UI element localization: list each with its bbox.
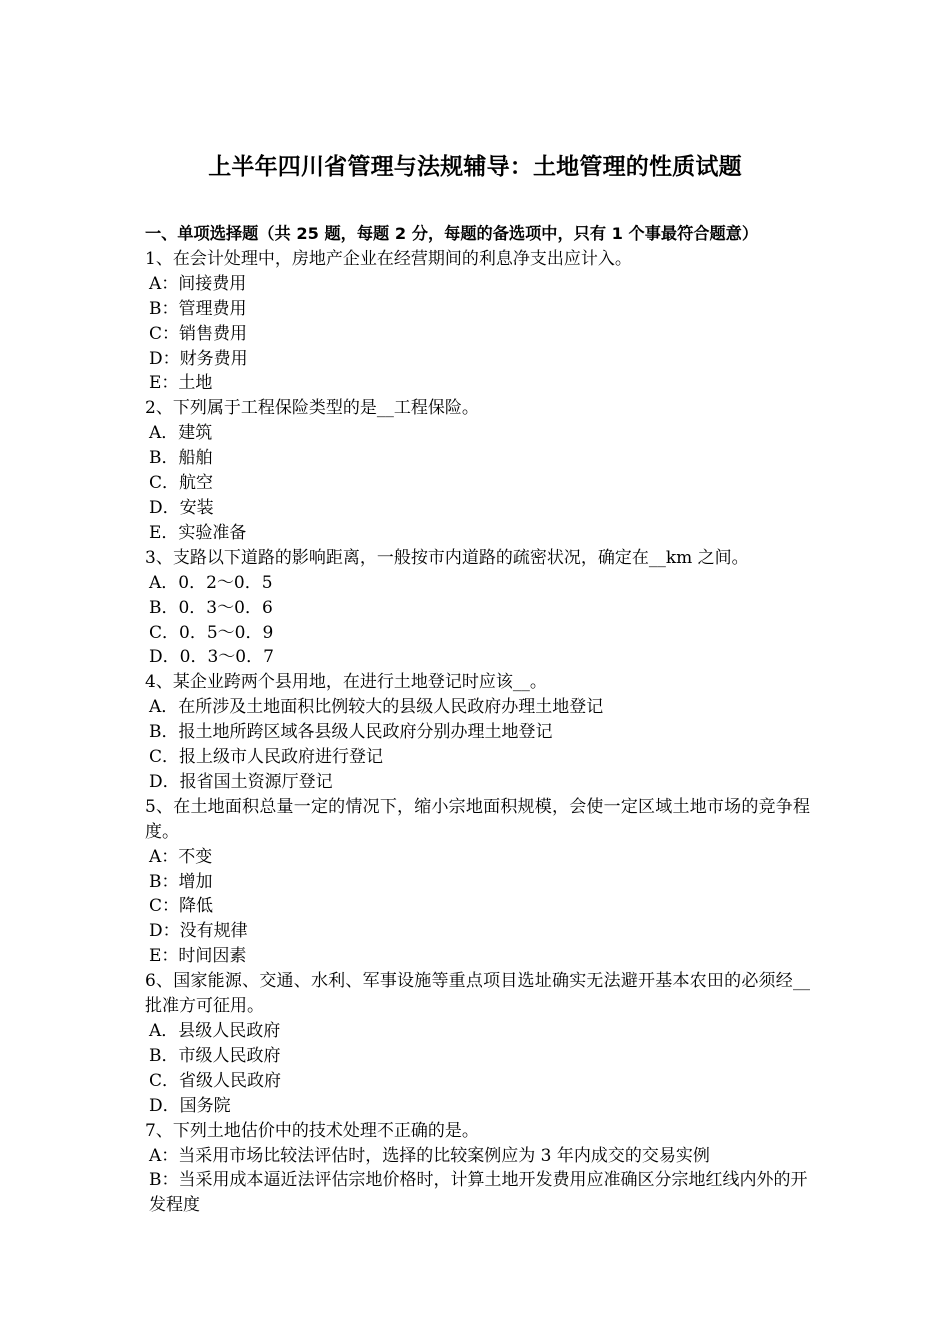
option-c: C．0．5～0．9	[149, 622, 274, 643]
option-d: D．0．3～0．7	[149, 647, 274, 668]
option-b: B：增加	[149, 871, 213, 892]
question-stem: 7、下列土地估价中的技术处理不正确的是。	[145, 1120, 479, 1141]
option-a: A．在所涉及土地面积比例较大的县级人民政府办理土地登记	[149, 697, 604, 718]
question-2	[145, 396, 810, 545]
option-b: B：当采用成本逼近法评估宗地价格时，计算土地开发费用应准确区分宗地红线内外的开发程度	[149, 1170, 808, 1216]
question-stem: 4、某企业跨两个县用地，在进行土地登记时应该__。	[145, 672, 547, 693]
question-stem: 5、在土地面积总量一定的情况下，缩小宗地面积规模，会使一定区域土地市场的竞争程度。	[145, 796, 810, 842]
option-c: C．省级人民政府	[149, 1070, 282, 1091]
option-e: E．实验准备	[149, 522, 247, 543]
question-stem: 3、支路以下道路的影响距离，一般按市内道路的疏密状况，确定在__km 之间。	[145, 547, 749, 568]
option-b: B：管理费用	[149, 298, 247, 319]
option-c: C：销售费用	[149, 323, 248, 344]
option-c: C．航空	[149, 473, 214, 494]
document-body	[145, 222, 810, 1218]
option-b: B．市级人民政府	[149, 1045, 281, 1066]
option-c: C．报上级市人民政府进行登记	[149, 747, 384, 768]
option-d: D．安装	[149, 497, 214, 518]
option-d: D：没有规律	[149, 921, 248, 942]
option-a: A．建筑	[149, 423, 213, 444]
section-heading: 一、单项选择题（共 25 题，每题 2 分，每题的备选项中，只有 1 个事最符合题意）	[145, 224, 759, 243]
option-b: B．船舶	[149, 448, 213, 469]
option-d: D．报省国土资源厅登记	[149, 771, 333, 792]
question-stem: 1、在会计处理中，房地产企业在经营期间的利息净支出应计入。	[145, 248, 632, 269]
question-stem: 6、国家能源、交通、水利、军事设施等重点项目选址确实无法避开基本农田的必须经__批准方可征用。	[145, 971, 810, 1017]
option-a: A：当采用市场比较法评估时，选择的比较案例应为 3 年内成交的交易实例	[149, 1145, 710, 1166]
question-3	[145, 546, 810, 671]
option-e: E：时间因素	[149, 946, 247, 967]
option-a: A．0．2～0．5	[149, 572, 273, 593]
question-4	[145, 670, 810, 795]
question-1	[145, 247, 810, 396]
option-c: C：降低	[149, 896, 214, 917]
option-b: B．0．3～0．6	[149, 597, 273, 618]
option-a: A．县级人民政府	[149, 1021, 281, 1041]
question-5	[145, 795, 810, 969]
option-a: A：间接费用	[149, 273, 247, 294]
question-6	[145, 969, 810, 1118]
option-a: A：不变	[149, 846, 213, 867]
document-title: 上半年四川省管理与法规辅导：土地管理的性质试题	[208, 154, 742, 180]
question-stem: 2、下列属于工程保险类型的是__工程保险。	[145, 398, 479, 419]
question-7	[145, 1119, 810, 1219]
option-b: B．报土地所跨区域各县级人民政府分别办理土地登记	[149, 722, 553, 743]
option-d: D：财务费用	[149, 348, 248, 369]
option-e: E：土地	[149, 373, 213, 394]
option-d: D．国务院	[149, 1095, 231, 1116]
